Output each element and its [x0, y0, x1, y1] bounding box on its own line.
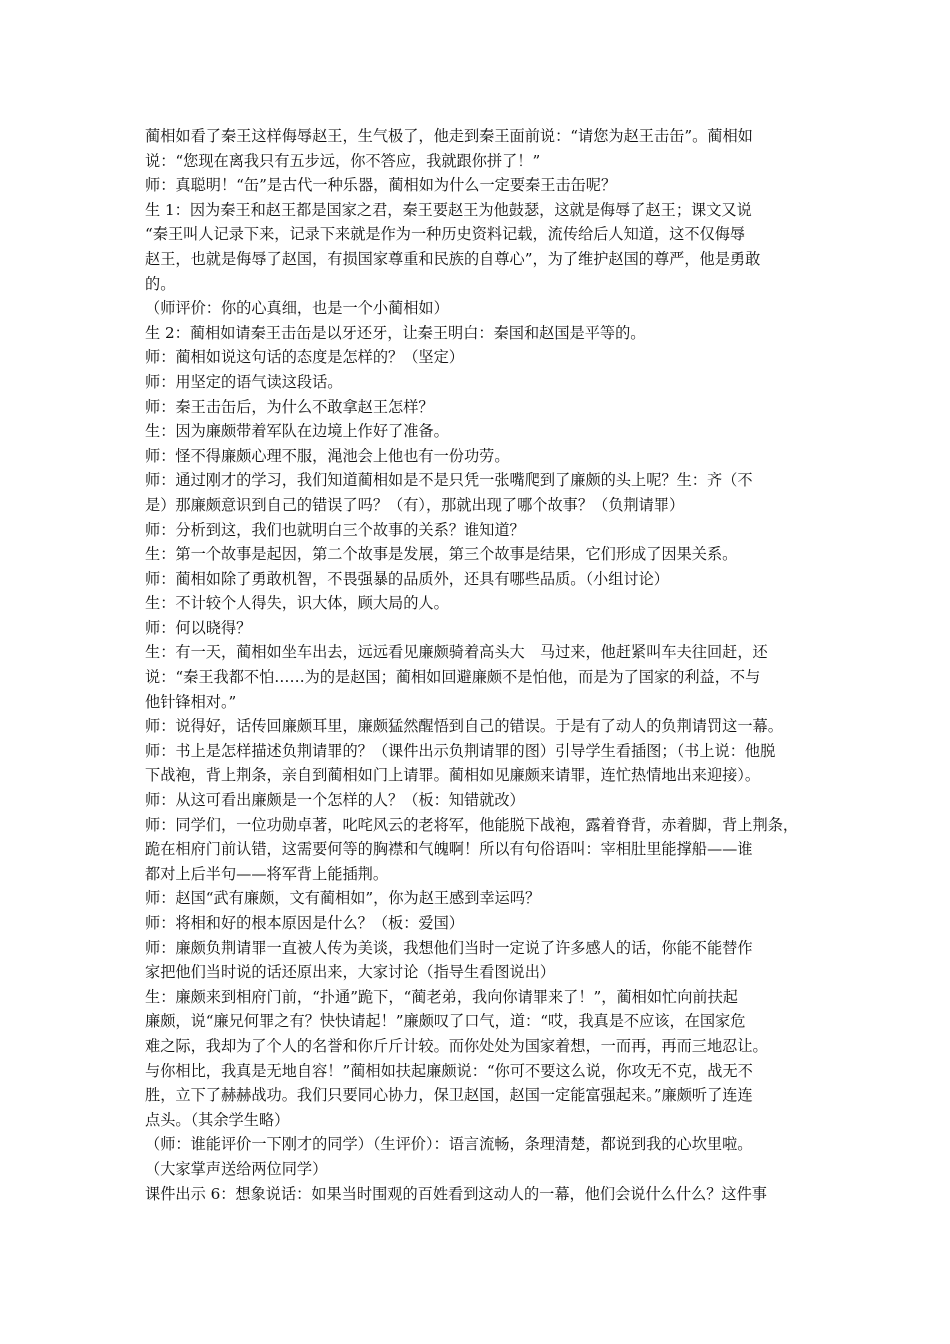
text-line: 与你相比，我真是无地自容！”蔺相如扶起廉颇说：“你可不要这么说，你攻无不克，战无不	[145, 1061, 753, 1080]
text-line: 他针锋相对。”	[145, 692, 237, 711]
text-line: 生：第一个故事是起因，第二个故事是发展，第三个故事是结果，它们形成了因果关系。	[145, 545, 738, 564]
text-line: 说：“您现在离我只有五步远，你不答应，我就跟你拼了！”	[145, 151, 541, 170]
text-line: 师：何以晓得？	[145, 618, 252, 637]
text-line: 师：秦王击缶后，为什么不敢拿赵王怎样？	[145, 397, 434, 416]
text-line: （师：谁能评价一下刚才的同学）（生评价）：语言流畅，条理清楚，都说到我的心坎里啦。	[145, 1135, 753, 1154]
text-line: （大家掌声送给两位同学）	[145, 1159, 328, 1178]
text-line: 师：说得好，话传回廉颇耳里，廉颇猛然醒悟到自己的错误。于是有了动人的负荆请罚这一幕。	[145, 717, 783, 736]
text-line: 胜，立下了赫赫战功。我们只要同心协力，保卫赵国，赵国一定能富强起来。”廉颇听了连连	[145, 1086, 753, 1105]
text-line: 家把他们当时说的话还原出来，大家讨论（指导生看图说出）	[145, 963, 556, 982]
text-line: 师：从这可看出廉颇是一个怎样的人？（板：知错就改）	[145, 791, 525, 810]
text-line: 赵王，也就是侮辱了赵国，有损国家尊重和民族的自尊心”，为了维护赵国的尊严，他是勇敢	[145, 249, 761, 268]
text-line: 生 2：蔺相如请秦王击缶是以牙还牙，让秦王明白：秦国和赵国是平等的。	[145, 323, 646, 342]
text-line: （师评价：你的心真细，也是一个小蔺相如）	[145, 299, 449, 318]
text-line: 下战袍，背上荆条，亲自到蔺相如门上请罪。蔺相如见廉颇来请罪，连忙热情地出来迎接）。	[145, 766, 761, 785]
text-line: 师：同学们，一位功勋卓著，叱咤风云的老将军，他能脱下战袍，露着脊背，赤着脚，背上荆条，	[145, 815, 799, 834]
text-line: 点头。（其余学生略）	[145, 1110, 290, 1129]
text-line: 师：分析到这，我们也就明白三个故事的关系？谁知道？	[145, 520, 525, 539]
text-line: 蔺相如看了秦王这样侮辱赵王，生气极了，他走到秦王面前说：“请您为赵王击缶”。蔺相如	[145, 127, 753, 145]
text-line: 说：“秦王我都不怕……为的是赵国；蔺相如回避廉颇不是怕他，而是为了国家的利益，不与	[145, 668, 761, 687]
text-line: 师：书上是怎样描述负荆请罪的？（课件出示负荆请罪的图）引导学生看插图；（书上说：他脱	[145, 741, 776, 760]
text-line: 师：赵国“武有廉颇，文有蔺相如”，你为赵王感到幸运吗？	[145, 889, 541, 908]
text-line: 师：蔺相如除了勇敢机智，不畏强暴的品质外，还具有哪些品质。（小组讨论）	[145, 569, 669, 588]
text-line: 生：不计较个人得失，识大体，顾大局的人。	[145, 594, 449, 613]
text-line: 课件出示 6：想象说话：如果当时围观的百姓看到这动人的一幕，他们会说什么什么？这件事	[145, 1184, 767, 1203]
text-line: 的。	[145, 274, 176, 293]
text-line: 师：廉颇负荆请罪一直被人传为美谈，我想他们当时一定说了许多感人的话，你能不能替作	[145, 938, 753, 957]
text-line: 师：怪不得廉颇心理不服，渑池会上他也有一份功劳。	[145, 446, 510, 465]
text-line: “秦王叫人记录下来，记录下来就是作为一种历史资料记载，流传给后人知道，这不仅侮辱	[145, 225, 746, 244]
text-line: 廉颇，说“廉兄何罪之有？快快请起！”廉颇叹了口气，道：“哎，我真是不应该，在国家危	[145, 1012, 746, 1031]
text-line: 师：用坚定的语气读这段话。	[145, 372, 343, 391]
text-line: 跪在相府门前认错，这需要何等的胸襟和气魄啊！所以有句俗语叫：宰相肚里能撑船——谁	[145, 840, 753, 859]
text-line: 是）那廉颇意识到自己的错误了吗？（有），那就出现了哪个故事？（负荆请罪）	[145, 495, 685, 514]
text-line: 生：有一天，蔺相如坐车出去，远远看见廉颇骑着高头大 马过来，他赶紧叫车夫往回赶，还	[145, 643, 768, 662]
text-line: 师：将相和好的根本原因是什么？（板：爱国）	[145, 914, 464, 932]
text-line: 师：通过刚才的学习，我们知道蔺相如是不是只凭一张嘴爬到了廉颇的头上呢？生：齐（不	[145, 471, 753, 490]
text-line: 生：廉颇来到相府门前，“扑通”跪下，“蔺老弟，我向你请罪来了！”，蔺相如忙向前扶起	[145, 987, 738, 1006]
text-line: 师：真聪明！“缶”是古代一种乐器，蔺相如为什么一定要秦王击缶呢？	[145, 176, 617, 195]
text-line: 都对上后半句——将军背上能插荆。	[145, 864, 388, 883]
text-line: 生：因为廉颇带着军队在边境上作好了准备。	[145, 422, 449, 441]
text-line: 难之际，我却为了个人的名誉和你斤斤计较。而你处处为国家着想，一而再，再而三地忍让。	[145, 1036, 768, 1055]
text-line: 师：蔺相如说这句话的态度是怎样的？（坚定）	[145, 348, 464, 367]
text-line: 生 1：因为秦王和赵王都是国家之君，秦王要赵王为他鼓瑟，这就是侮辱了赵王；课文又说	[145, 200, 752, 219]
document-body	[145, 124, 809, 1206]
